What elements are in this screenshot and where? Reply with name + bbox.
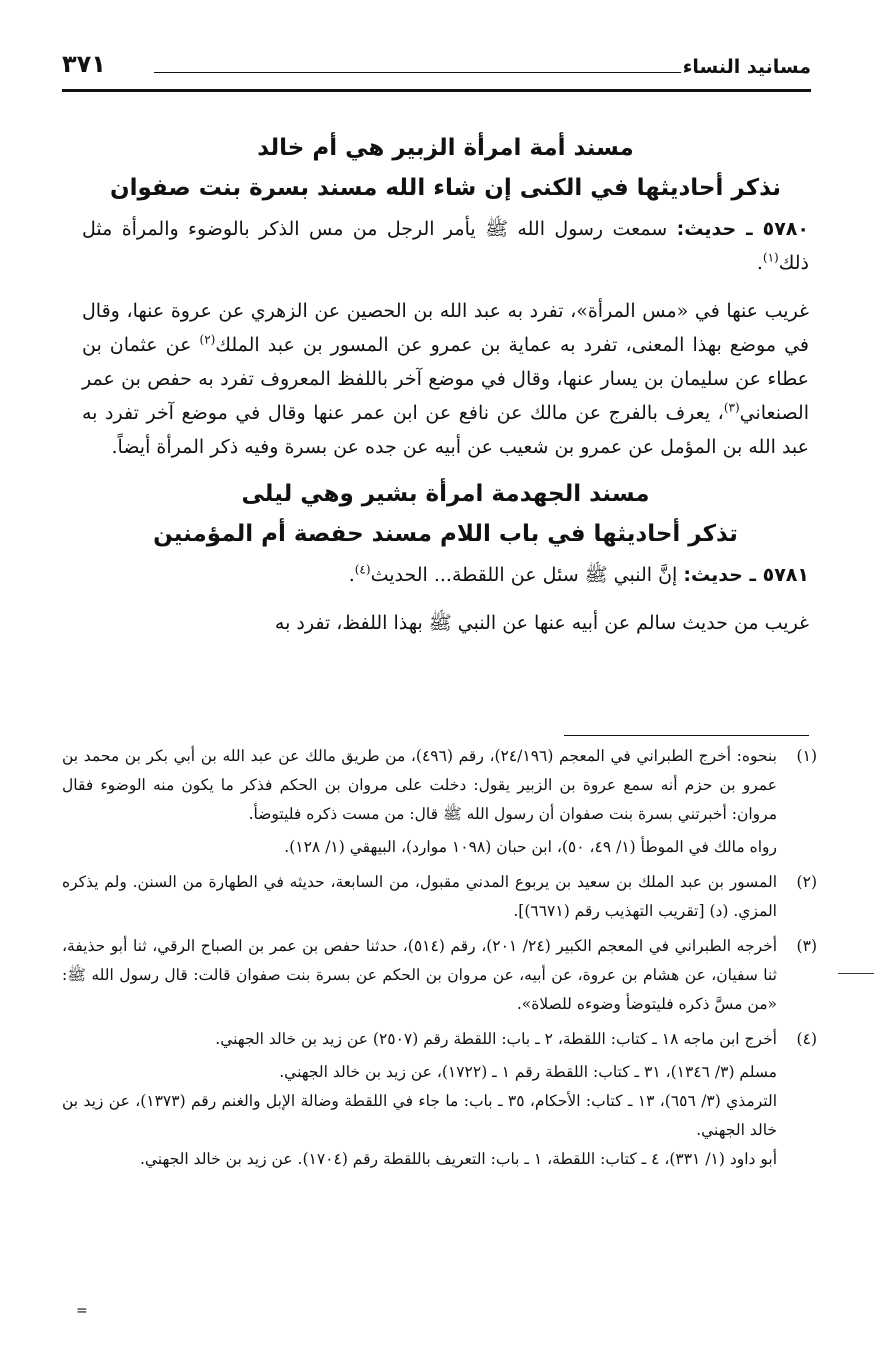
footnote-text: رواه مالك في الموطأ (١/ ٤٩، ٥٠)، ابن حبان (١٠٩٨ موارد)، البيهقي (١/ ١٢٨). xyxy=(284,838,777,856)
footnote-text: الترمذي (٣/ ٦٥٦)، ١٣ ـ كتاب: الأحكام، ٣٥ ـ باب: ما جاء في اللقطة وضالة الإبل والغنم رقم (١٣٧٣)، عن زيد بن خالد الجهني. xyxy=(62,1092,777,1139)
hadith-end: . xyxy=(756,252,763,274)
commentary-text: ، يعرف بالفرج عن مالك عن نافع عن ابن عمر عنها وقال في موضع آخر تفرد به عبد الله بن المؤمل عن عمرو بن شعيب عن أبيه عن جده عن بسرة وفيه ذكر المرأة أيضاً. xyxy=(82,402,809,458)
header-rule xyxy=(154,72,681,73)
margin-rule xyxy=(838,973,874,974)
hadith-number: ٥٧٨٠ ـ حديث: xyxy=(676,218,809,240)
hadith-end: . xyxy=(348,564,355,586)
footnote-ref: (٢) xyxy=(199,332,216,347)
footnote-text: مسلم (٣/ ١٣٤٦)، ٣١ ـ كتاب: اللقطة رقم ١ ـ (١٧٢٢)، عن زيد بن خالد الجهني. xyxy=(279,1063,777,1081)
commentary-text: غريب عنها في «مس المرأة»، تفرد به عبد الله بن الحصين عن الزهري عن عروة عنها، وقال في موضع بهذا المعنى، تفرد به عماية بن عمرو عن المسور بن عبد الملك xyxy=(82,300,810,356)
footnote-text: المسور بن عبد الملك بن سعيد بن يربوع المدني مقبول، من السابعة، حديثه في الطهارة من السنن. ولم يذكره المزي. (د) [تقريب التهذيب رقم (٦٦٧١)]. xyxy=(62,873,777,920)
footnote-number: (٢) xyxy=(796,873,817,891)
margin-mark: = xyxy=(76,1303,88,1319)
footnote-2 xyxy=(62,868,817,926)
footnote-text: أخرج ابن ماجه ١٨ ـ كتاب: اللقطة، ٢ ـ باب: اللقطة رقم (٢٥٠٧) عن زيد بن خالد الجهني. xyxy=(215,1030,777,1048)
footnote-ref: (١) xyxy=(762,250,779,265)
footnote-number: (١) xyxy=(796,747,817,765)
footnote-number: (٣) xyxy=(796,937,817,955)
section-subheading-1: نذكر أحاديثها في الكنى إن شاء الله مسند بسرة بنت صفوان xyxy=(109,175,782,201)
footnotes xyxy=(62,742,817,1180)
footnote-ref: (٣) xyxy=(723,400,740,415)
section-heading-1: مسند أمة امرأة الزبير هي أم خالد xyxy=(257,135,634,161)
hadith-5781 xyxy=(82,558,809,592)
footnote-3 xyxy=(62,932,817,1019)
page-number: ٣٧١ xyxy=(62,50,106,78)
footnote-4 xyxy=(62,1025,817,1174)
section-heading-2: مسند الجهدمة امرأة بشير وهي ليلى xyxy=(241,481,650,507)
footnote-number: (٤) xyxy=(796,1030,817,1048)
commentary-paragraph-1 xyxy=(82,294,809,464)
hadith-5780 xyxy=(82,212,809,280)
footnote-text: أبو داود (١/ ٣٣١)، ٤ ـ كتاب: اللقطة، ١ ـ باب: التعريف باللقطة رقم (١٧٠٤). عن زيد بن خالد الجهني. xyxy=(139,1150,777,1168)
hadith-text: سمعت رسول الله ﷺ يأمر الرجل من مس الذكر بالوضوء والمرأة مثل ذلك xyxy=(82,218,809,274)
page-header xyxy=(62,50,811,92)
header-divider xyxy=(62,89,811,92)
commentary-text: عن عثمان بن عطاء عن سليمان بن يسار عنها، وقال في موضع آخر باللفظ المعروف تفرد به حفص بن عمر الصنعاني xyxy=(82,334,809,424)
footnote-text: أخرجه الطبراني في المعجم الكبير (٢٤/ ٢٠١)، رقم (٥١٤)، حدثنا حفص بن عمر بن الصباح الرقي، ثنا أبو حذيفة، ثنا سفيان، عن هشام بن عروة، عن أبيه، عن مروان بن الحكم عن بسرة بنت صفوان قالت: قال رسول الله ﷺ: «من مسَّ ذكره فليتوضأ وضوءه للصلاة». xyxy=(62,937,778,1013)
commentary-paragraph-2: غريب من حديث سالم عن أبيه عنها عن النبي ﷺ بهذا اللفظ، تفرد به xyxy=(274,612,809,634)
footnote-text: بنحوه: أخرج الطبراني في المعجم (٢٤/١٩٦)، رقم (٤٩٦)، من طريق مالك عن عبد الله بن أبي بكر بن محمد بن عمرو بن حزم أنه سمع عروة بن الزبير يقول: دخلت على مروان بن الحكم فذكر ما يكون منه الوضوء فقال مروان: أخبرتني بسرة بنت صفوان أن رسول الله ﷺ قال: من مست ذكره فليتوضأ. xyxy=(62,747,777,823)
section-subheading-2: تذكر أحاديثها في باب اللام مسند حفصة أم المؤمنين xyxy=(153,521,738,547)
main-text xyxy=(82,128,809,640)
hadith-text: إنَّ النبي ﷺ سئل عن اللقطة... الحديث xyxy=(370,564,678,586)
hadith-number: ٥٧٨١ ـ حديث: xyxy=(683,564,809,586)
footnote-1 xyxy=(62,742,817,862)
footnote-separator xyxy=(564,735,809,736)
running-title: مسانيد النساء xyxy=(682,56,811,78)
footnote-ref: (٤) xyxy=(354,562,371,577)
